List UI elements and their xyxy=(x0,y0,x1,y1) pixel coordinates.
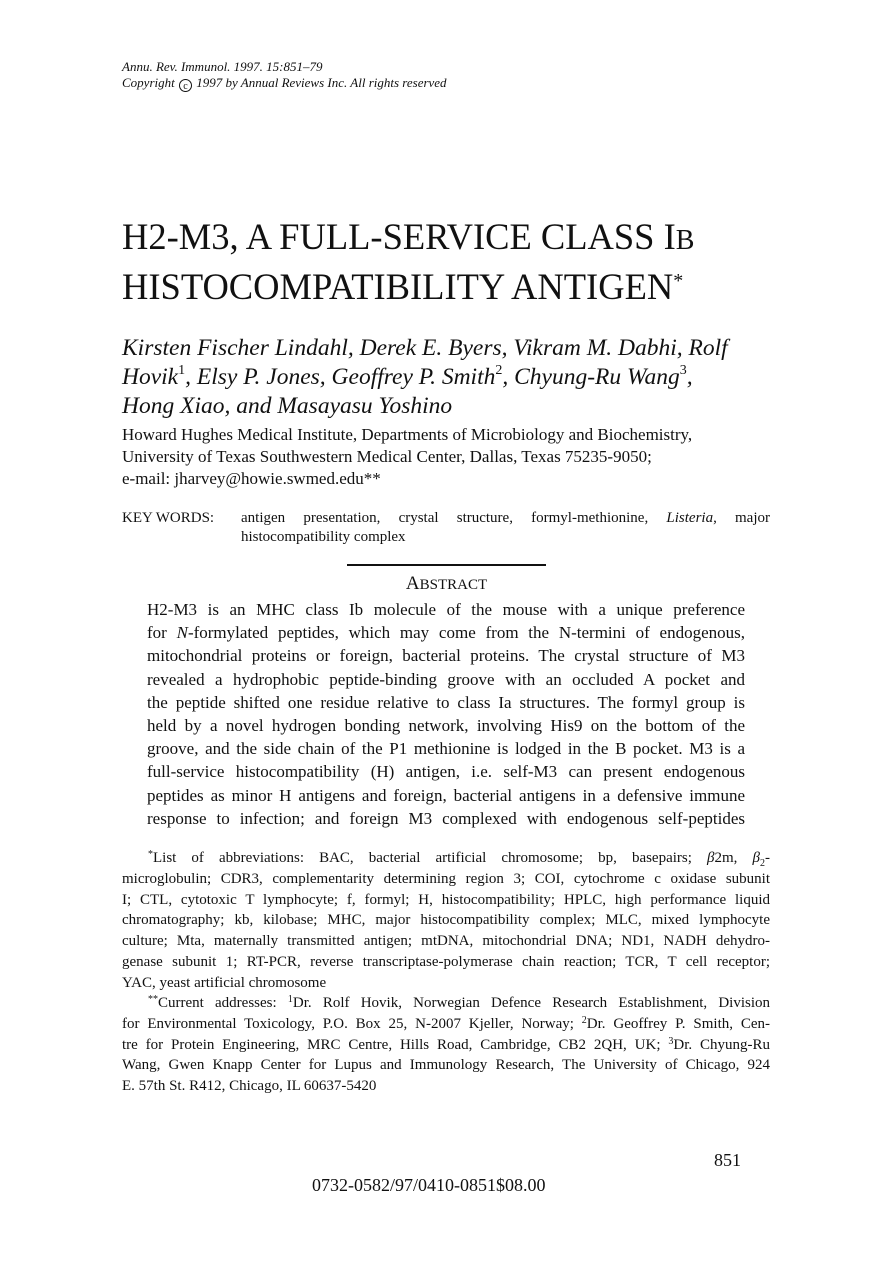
page-number: 851 xyxy=(714,1150,741,1170)
article-code: 0732-0582/97/0410-0851$08.00 xyxy=(312,1175,546,1195)
title-line-1: H2-M3, A FULL-SERVICE CLASS IB xyxy=(122,216,695,257)
title-footnote-mark: * xyxy=(673,270,684,292)
journal-citation: Annu. Rev. Immunol. 1997. 15:851–79 xyxy=(122,59,323,74)
copyright-icon: c xyxy=(179,79,192,92)
title-line-2: HISTOCOMPATIBILITY ANTIGEN* xyxy=(122,266,684,307)
affiliation: Howard Hughes Medical Institute, Departments of Microbiology and Biochemistry, University of Texas Southwestern Medical Center, Dallas, Texas 75235-9050; e-mail: jharvey@howie.swmed.edu** xyxy=(122,424,782,490)
keywords-label: KEY WORDS: xyxy=(122,510,215,526)
abstract-rule xyxy=(347,564,546,566)
footnote-addresses: **Current addresses: $^1$Dr. Rolf Hovik, Norwegian Defence Research Establishment, Division for Environmental Toxicology, P.O. Box 25, N-2007 Kjeller, Norway; $^2$Dr. Geoffrey P. Smith, Cen- tre for Protein Engineering, MRC Centre, Hills Road, Cambridge, CB2 2QH, UK; $^3$Dr. Chyung-Ru Wang, Gwen Knapp Center for Lupus and Immunology Research, The University of Chicago, 924 E. 57th St. R412, Chicago, IL 60637-5420 xyxy=(122,994,771,1095)
abstract-heading: ABSTRACT xyxy=(405,573,488,594)
author-list: Kirsten Fischer Lindahl, Derek E. Byers, Vikram M. Dabhi, Rolf Hovik$^1$, Elsy P. Jones, Geoffrey P. Smith$^2$, Chyung-Ru Wang$^3$, Hong Xiao, and Masayasu Yoshino xyxy=(122,335,728,419)
copyright-line xyxy=(122,75,447,92)
copyright-label: Copyright xyxy=(122,75,175,90)
footnote-abbreviations: *List of abbreviations: BAC, bacterial artificial chromosome; bp, basepairs; β2m, $\beta_2-$ microglobulin; CDR3, complementarity determining region 3; COI, cytochrome c oxidase subunit I; CTL, cytotoxic T lymphocyte; f, formyl; H, histocompatibility; HPLC, high performance liquid chromatography; kb, kilobase; MHC, major histocompatibility complex; MLC, mixed lymphocyte culture; Mta, maternally transmitted antigen; mtDNA, mitochondrial DNA; ND1, NADH dehydro- genase subunit 1; RT-PCR, reverse transcriptase-polymerase chain reaction; TCR, T cell receptor; YAC, yeast artificial chromosome xyxy=(122,849,770,991)
email-line: e-mail: jharvey@howie.swmed.edu** xyxy=(122,469,381,488)
article-title xyxy=(122,214,802,310)
copyright-text: 1997 by Annual Reviews Inc. All rights reserved xyxy=(196,75,447,90)
keywords-text: antigen presentation, crystal structure, formyl-methionine, Listeria, major histocompatibility complex xyxy=(241,510,770,545)
abstract-body: H2-M3 is an MHC class Ib molecule of the mouse with a unique preference for N-formylated peptides, which may come from the N-termini of endogenous, mitochondrial proteins or foreign, bacterial proteins. The crystal structure of M3 revealed a hydrophobic peptide-binding groove with an occluded A pocket and the peptide shifted one residue relative to class Ia structures. The formyl group is held by a novel hydrogen bonding network, involving His9 on the bottom of the groove, and the side chain of the P1 methionine is lodged in the B pocket. M3 is a full-service histocompatibility (H) antigen, i.e. self-M3 can present endogenous peptides as minor H antigens and foreign, bacterial antigens in a defensive immune response to infection; and foreign M3 complexed with endogenous self-peptides xyxy=(147,600,746,828)
